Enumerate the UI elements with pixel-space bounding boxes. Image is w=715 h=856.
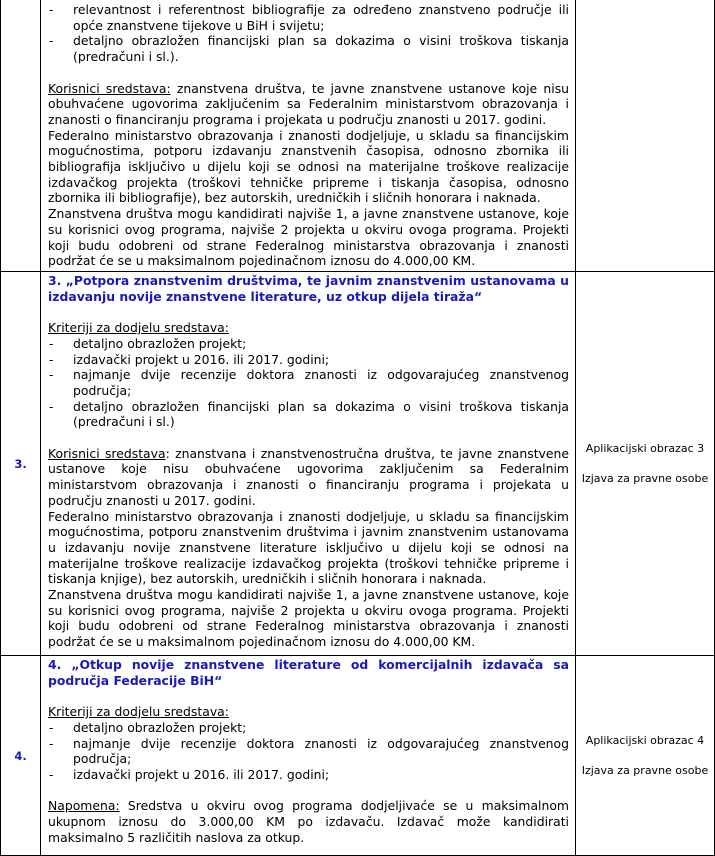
program-description-cell: [41, 272, 576, 656]
row-number-cell: [1, 0, 41, 272]
documents-cell: [576, 656, 715, 856]
list-item: - detaljno obrazložen financijski plan sa dokazima o visini troškova tiskanja (predračuni i sl.): [48, 399, 569, 430]
documents-cell: [576, 0, 715, 272]
note-text: Sredstva u okviru ovog programa dodjeljivaće se u maksimalnom ukupnom iznosu do 3.000,00 KM po izdavaču. Izdavač može kandidirati maksimalno 5 različitih naslova za otkup.: [48, 798, 569, 845]
criteria-list: [48, 336, 569, 430]
list-item: - relevantnost i referentnost bibliografije za određeno znanstveno područje ili opće znanstvene tijekove u BiH i svijetu;: [48, 2, 569, 33]
beneficiaries-paragraph: [48, 446, 569, 509]
beneficiaries-paragraph: [48, 81, 569, 128]
criteria-label: Kriteriji za dodjelu sredstava:: [48, 320, 229, 336]
program-description-cell: [41, 656, 576, 856]
list-item: - detaljno obrazložen projekt;: [48, 336, 569, 352]
beneficiaries-text: znanstvena društva, te javne znanstvene ustanove koje nisu obuhvaćene ugovorima zaključenim sa Federalnim ministarstvom obrazovanja i znanosti o financiranju programa i projekata u području znanosti u 2017. godini.: [48, 80, 569, 127]
program-heading: 4. „Otkup novije znanstvene literature od komercijalnih izdavača sa područja Federacije BiH“: [48, 657, 569, 688]
list-item: - detaljno obrazložen financijski plan sa dokazima o visini troškova tiskanja (predračuni i sl.).: [48, 33, 569, 64]
statement-label: Izjava za pravne osobe: [581, 471, 709, 485]
limit-paragraph: Znanstvena društva mogu kandidirati najviše 1, a javne znanstvene ustanove, koje su korisnici ovog programa, najviše 2 projekta u okviru ovoga programa. Projekti koji budu odobreni od strane Federalnog ministarstva obrazovanja i znanosti podržat će se u maksimalnom pojedinačnom iznosu do 4.000,00 KM.: [48, 206, 569, 269]
list-item: - najmanje dvije recenzije doktora znanosti iz odgovarajućeg znanstvenog područja;: [48, 367, 569, 398]
note-label: Napomena:: [48, 798, 120, 814]
list-item: - detaljno obrazložen projekt;: [48, 720, 569, 736]
application-form-label: Aplikacijski obrazac 4: [585, 733, 705, 747]
criteria-list: [48, 2, 569, 65]
row-number: 3.: [1, 272, 41, 656]
row-number: 4.: [1, 656, 41, 856]
list-item: - izdavački projekt u 2016. ili 2017. godini;: [48, 767, 569, 783]
beneficiaries-label: Korisnici sredstava:: [48, 80, 171, 96]
beneficiaries-text: : znanstvana i znanstvenostručna društva, te javne znanstvene ustanove koje nisu obuhvaćene ugovorima zaključenim sa Federalnim ministarstvom obrazovanja i znanosti o financiranju programa i projekata u području znanosti u 2017. godini.: [48, 445, 569, 508]
criteria-list: [48, 720, 569, 783]
funding-paragraph: Federalno ministarstvo obrazovanja i znanosti dodjeljuje, u skladu sa financijskim mogućnostima, potporu izdavanju znanstvenih časopisa, odnosno zbornika ili bibliografija isključivo u dijelu koji se odnosi na materijalne troškove realizacije izdavačkog projekta (troškovi tehničke pripreme i tiskanja časopisa, odnosno zbornika ili bibliografije), bez autorskih, uredničkih i sličnih honorara i naknada.: [48, 127, 569, 206]
table-row: [1, 272, 715, 656]
list-item: - najmanje dvije recenzije doktora znanosti iz odgovarajućeg znanstvenog područja;: [48, 736, 569, 767]
table-row: [1, 0, 715, 272]
list-item: - izdavački projekt u 2016. ili 2017. godini;: [48, 352, 569, 368]
funding-paragraph: Federalno ministarstvo obrazovanja i znanosti dodjeljuje, u skladu sa financijskim mogućnostima, potporu znanstvenim društvima i javnim znanstvenim ustanovama u izdavanju novije znanstvene literature isključivo u dijelu koji se odnosi na materijalne troškove realizacije izdavačkog projekta (troškovi tehničke pripreme i tiskanja knjige), bez autorskih, uredničkih i sličnih honorara i naknada.: [48, 508, 569, 587]
note-paragraph: [48, 798, 569, 845]
table-row: [1, 656, 715, 856]
program-description-cell: [41, 0, 576, 272]
application-form-label: Aplikacijski obrazac 3: [585, 441, 705, 455]
beneficiaries-label: Korisnici sredstava: [48, 445, 166, 461]
criteria-label: Kriteriji za dodjelu sredstava:: [48, 704, 229, 720]
program-heading: 3. „Potpora znanstvenim društvima, te javnim znanstvenim ustanovama u izdavanju novije znanstvene literature, uz otkup dijela tiraža“: [48, 273, 569, 304]
documents-cell: [576, 272, 715, 656]
limit-paragraph: Znanstvena društva mogu kandidirati najviše 1, a javne znanstvene ustanove, koje su korisnici ovog programa, najviše 2 projekta u okviru ovoga programa. Projekti koji budu odobreni od strane Federalnog ministarstva obrazovanja i znanosti podržat će se u maksimalnom pojedinačnom iznosu do 4.000,00 KM.: [48, 587, 569, 650]
statement-label: Izjava za pravne osobe: [581, 763, 709, 777]
